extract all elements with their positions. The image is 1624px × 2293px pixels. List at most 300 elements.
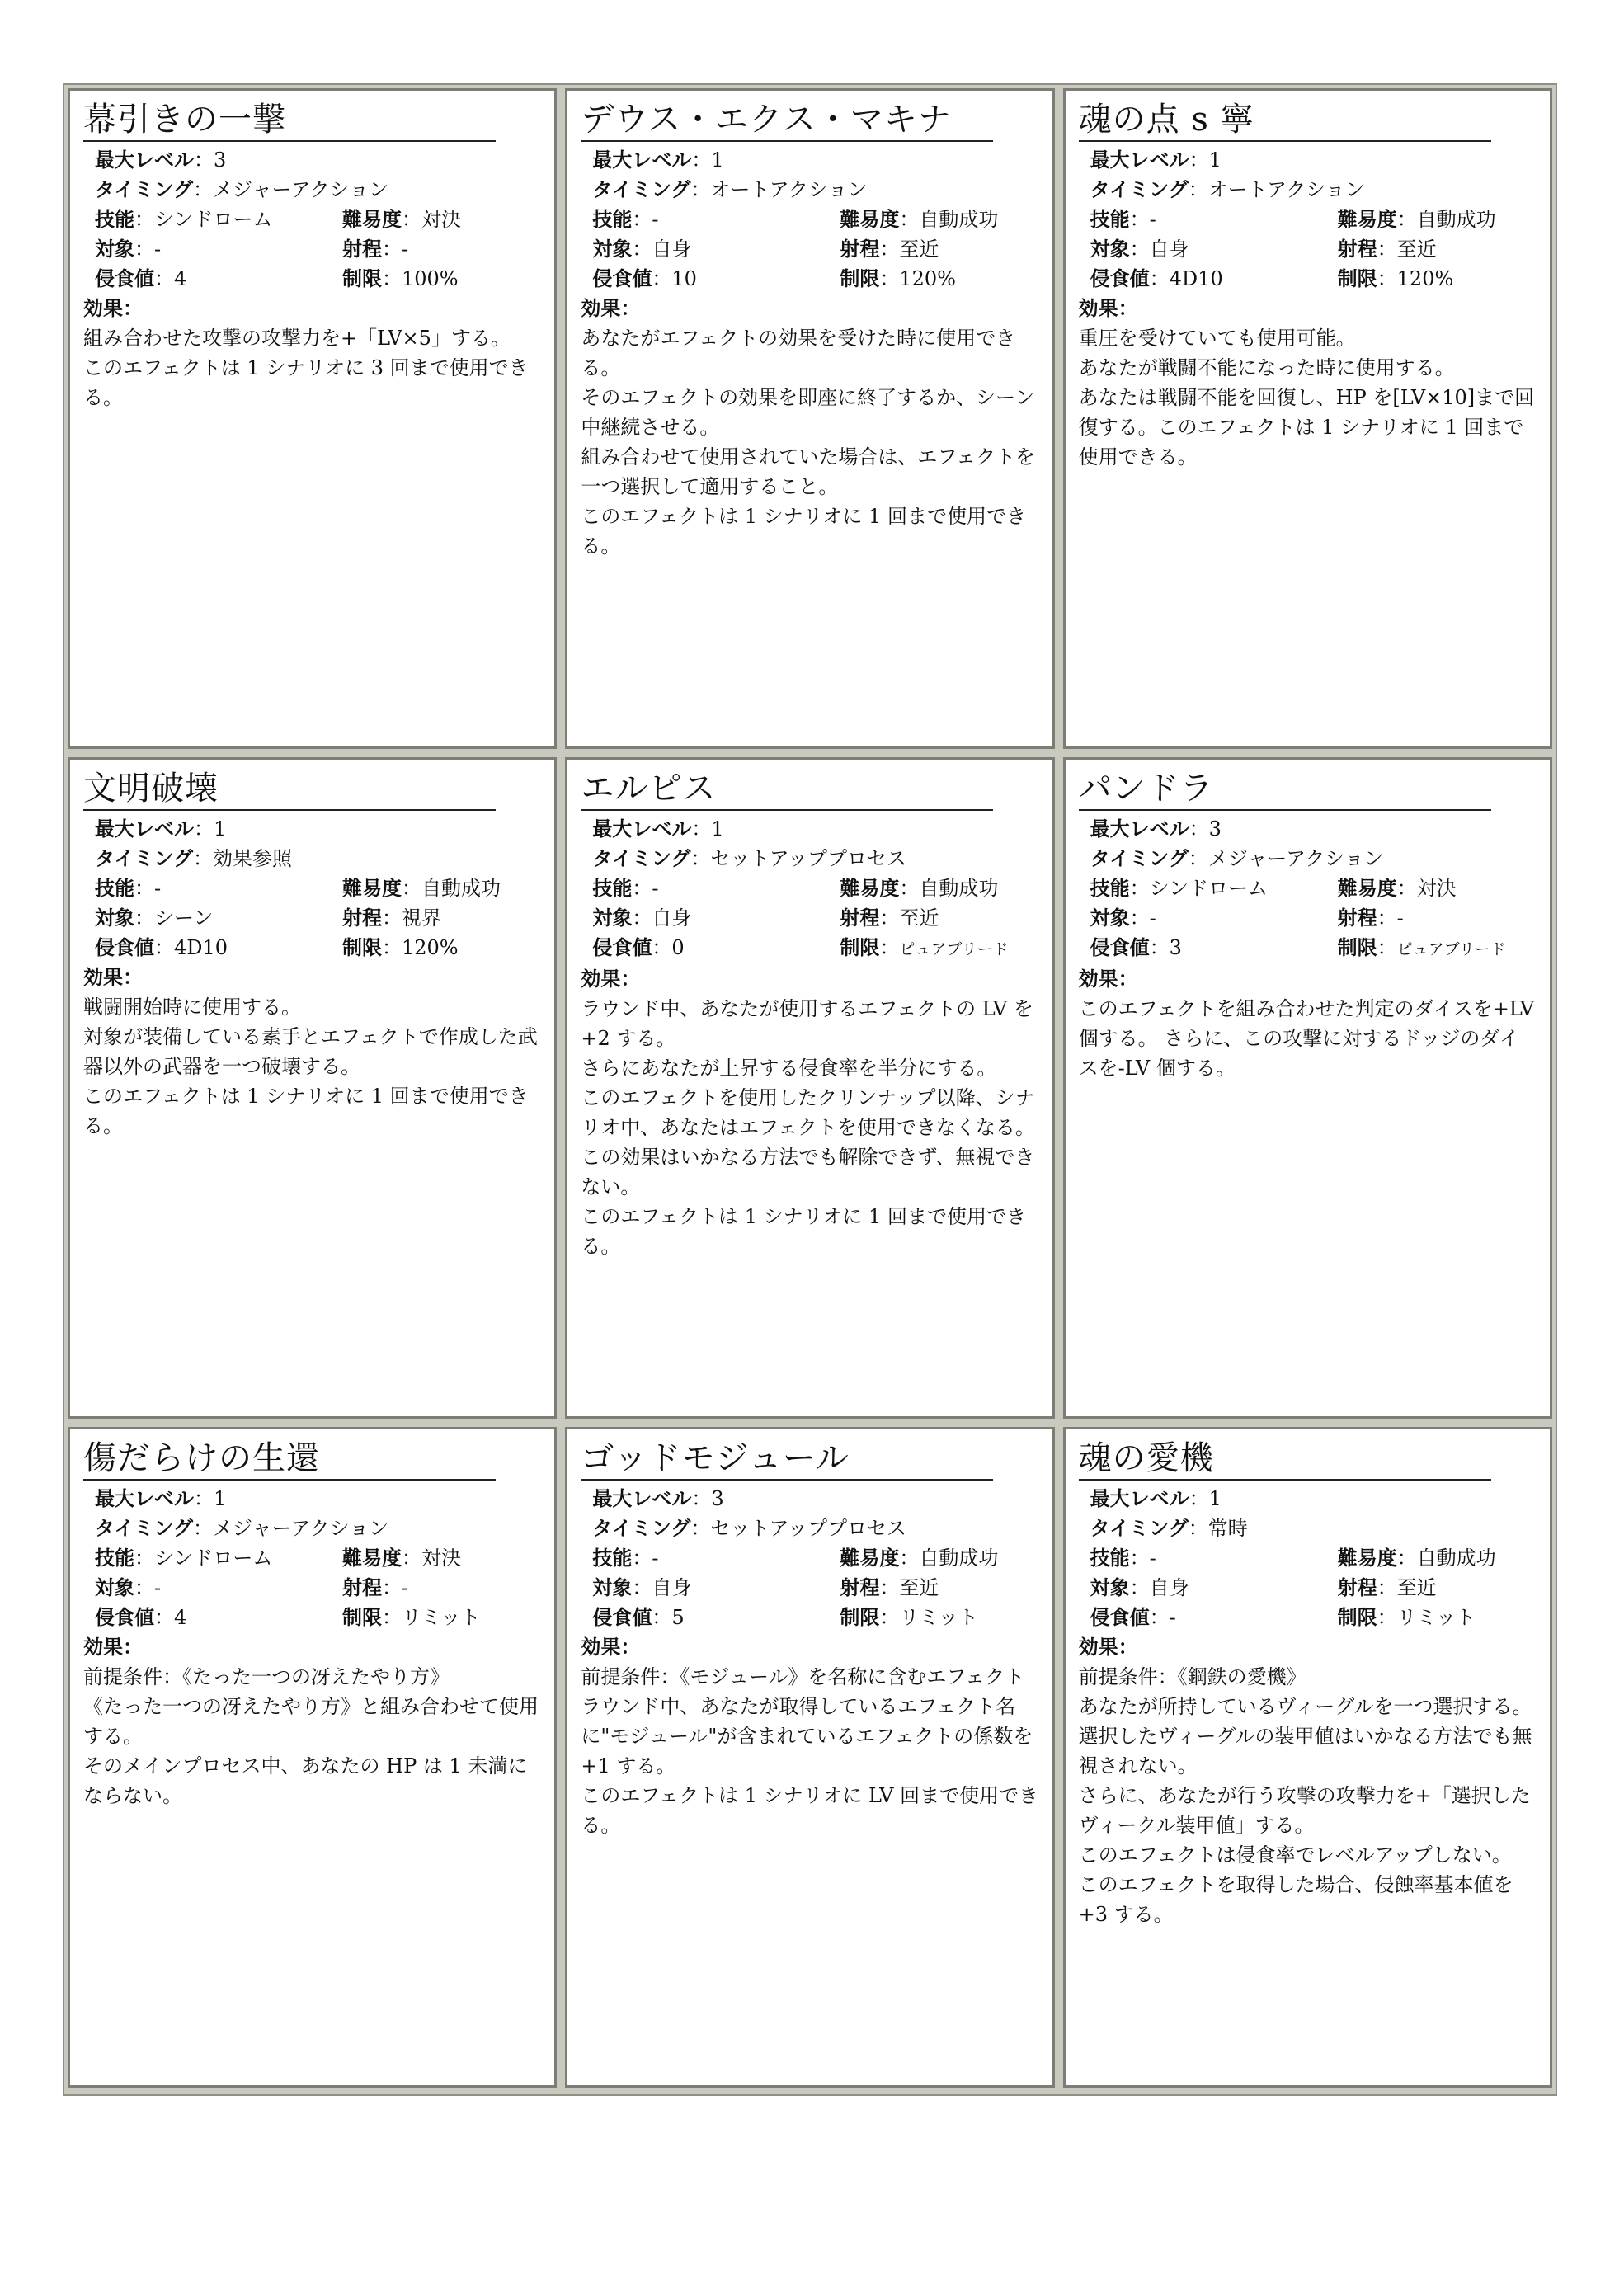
skill-row [1090,1543,1538,1573]
limit-label: 制限 [342,1605,382,1629]
max-level-value: 3 [1208,817,1222,841]
separator: ： [1149,267,1170,290]
card-title: 文明破壊 [83,770,219,808]
timing-value: メジャーアクション [213,178,389,201]
separator: ： [193,847,214,871]
target-row [95,903,543,933]
effect-card [1063,1427,1552,2088]
separator: ： [1377,238,1397,261]
separator: ： [652,936,672,960]
effect-line: あなたがエフェクトの効果を受けた時に使用できる。 [581,327,1016,379]
range-label: 射程 [1337,238,1377,261]
separator: ： [632,238,652,261]
effect-label-text: 効果 [83,297,123,320]
skill-label: 技能 [592,208,633,231]
skill-label: 技能 [592,877,633,901]
difficulty-label: 難易度 [1337,1546,1397,1570]
separator: ： [620,1635,641,1659]
erosion-value: 0 [671,936,685,960]
separator: ： [1377,906,1397,930]
target-row [1090,903,1538,933]
max-level-label: 最大レベル [1090,1486,1189,1510]
target-label: 対象 [592,238,633,261]
erosion-row [592,1603,1040,1632]
card-title-underline [83,1438,496,1481]
target-label: 対象 [1090,238,1130,261]
effect-label-text: 効果 [83,966,123,990]
separator: ： [402,877,421,901]
separator: ： [652,267,672,290]
target-value: シーン [154,906,214,930]
card-title: 傷だらけの生還 [83,1438,320,1477]
card-title-underline [581,1438,993,1481]
effect-line: ラウンド中、あなたが取得しているエフェクト名に"モジュール"が含まれているエフェクトの係数を+1 する。 [581,1694,1033,1777]
difficulty-label: 難易度 [840,1546,900,1570]
effect-card [1063,757,1552,1418]
separator: ： [1189,1486,1209,1510]
effect-label-text: 効果 [1078,1635,1118,1659]
skill-row [592,1543,1040,1573]
effect-card [565,1427,1054,2088]
effect-label [1079,964,1538,994]
timing-value: 効果参照 [213,847,293,871]
separator: ： [690,178,711,201]
separator: ： [1129,1575,1150,1599]
separator: ： [1188,178,1208,201]
erosion-row [592,933,1040,964]
erosion-value: 4D10 [174,936,228,960]
target-label: 対象 [95,906,134,930]
separator: ： [1129,238,1150,261]
separator: ： [194,1486,214,1510]
difficulty-value: 自動成功 [421,877,501,901]
separator: ： [193,1516,214,1540]
timing-value: メジャーアクション [213,1516,389,1540]
timing-label: タイミング [1090,1516,1189,1540]
difficulty-label: 難易度 [1337,877,1397,901]
limit-label: 制限 [1337,1605,1377,1629]
timing-value: セットアッププロセス [710,1516,906,1540]
target-value: 自身 [652,906,692,930]
range-label: 射程 [840,238,880,261]
effect-text [581,994,1040,1261]
target-row [95,1573,543,1603]
card-title-underline [581,768,993,811]
max-level-row [1090,145,1538,175]
effect-text [1079,1662,1538,1929]
limit-label: 制限 [1337,267,1377,290]
effect-text [581,323,1040,561]
difficulty-label: 難易度 [840,208,900,231]
separator: ： [1118,297,1138,320]
skill-row [1090,873,1538,903]
effect-card [68,757,557,1418]
separator: ： [1129,208,1150,231]
effect-label [581,294,1040,323]
target-label: 対象 [592,906,633,930]
card-stats [1079,1484,1538,1632]
effect-text [83,992,543,1141]
separator: ： [899,1546,920,1570]
separator: ： [652,1605,672,1629]
limit-value: 120% [899,267,956,290]
range-label: 射程 [840,1575,880,1599]
range-value: 至近 [899,238,939,261]
max-level-label: 最大レベル [95,148,194,172]
range-value: 至近 [899,1575,939,1599]
target-value: 自身 [1149,238,1189,261]
effect-card [68,1427,557,2088]
effect-line: 重圧を受けていても使用可能。 [1078,327,1356,350]
target-label: 対象 [95,1575,134,1599]
erosion-label: 侵食値 [1090,267,1150,290]
range-label: 射程 [342,1575,382,1599]
erosion-row [1090,933,1538,964]
skill-row [592,205,1040,234]
erosion-value: 10 [671,267,697,290]
limit-label: 制限 [840,936,880,960]
target-label: 対象 [1090,906,1130,930]
target-row [95,234,543,264]
skill-label: 技能 [592,1546,633,1570]
separator: ： [402,208,421,231]
erosion-row [95,264,543,294]
effect-label [581,964,1040,994]
erosion-label: 侵食値 [592,267,652,290]
separator: ： [632,208,652,231]
timing-row [1090,1514,1538,1543]
max-level-row [592,145,1040,175]
effect-text [1079,994,1538,1083]
difficulty-value: 対決 [421,208,461,231]
separator: ： [402,1546,421,1570]
range-label: 射程 [1337,1575,1377,1599]
erosion-label: 侵食値 [592,936,652,960]
skill-value: - [652,208,659,231]
timing-row [592,175,1040,205]
effect-line: 前提条件：《モジュール》を名称に含むエフェクト [581,1664,1025,1688]
separator: ： [690,1516,711,1540]
separator: ： [1129,1546,1150,1570]
effect-line: 前提条件：《鋼鉄の愛機》 [1078,1664,1306,1688]
skill-row [592,873,1040,903]
effect-line: このエフェクトは 1 シナリオに 1 回まで使用できる。 [581,1205,1026,1259]
erosion-label: 侵食値 [1090,1605,1150,1629]
card-stats [83,145,543,294]
separator: ： [879,1575,900,1599]
erosion-row [1090,264,1538,294]
target-value: 自身 [652,1575,692,1599]
effect-label-text: 効果 [581,1635,621,1659]
effect-line: あなたが戦闘不能になった時に使用する。 [1078,356,1455,379]
max-level-row [1090,814,1538,844]
card-grid [68,88,1552,2088]
separator: ： [620,297,641,320]
separator: ： [134,208,154,231]
timing-row [1090,844,1538,873]
effect-line: あなたが所持しているヴィーグルを一つ選択する。 [1078,1694,1532,1718]
max-level-value: 1 [214,1486,227,1510]
target-value: 自身 [652,238,692,261]
skill-value: シンドローム [154,1546,273,1570]
separator: ： [193,178,214,201]
separator: ： [632,877,652,901]
separator: ： [632,1546,652,1570]
separator: ： [1396,1546,1417,1570]
erosion-label: 侵食値 [95,1605,154,1629]
separator: ： [1149,936,1170,960]
erosion-value: 4 [174,267,187,290]
timing-value: オートアクション [710,178,868,201]
timing-row [95,175,543,205]
separator: ： [194,817,214,841]
timing-label: タイミング [95,178,194,201]
erosion-value: 5 [671,1605,685,1629]
effect-line: 《たった一つの冴えたやり方》と組み合わせて使用する。 [83,1694,539,1748]
max-level-row [95,1484,543,1514]
card-title: デウス・エクス・マキナ [581,101,952,139]
difficulty-label: 難易度 [1337,208,1397,231]
erosion-label: 侵食値 [1090,936,1150,960]
separator: ： [123,1635,143,1659]
card-title-underline [581,99,993,142]
card-stats [581,814,1040,964]
target-label: 対象 [592,1575,633,1599]
effect-line: あなたは戦闘不能を回復し、HP を[LV×10]まで回復する。このエフェクトは 1 シナリオに 1 回まで使用できる。 [1078,386,1535,468]
timing-value: 常時 [1207,1516,1248,1540]
separator: ： [632,906,652,930]
erosion-value: 4 [174,1605,187,1629]
effect-line: このエフェクトは 1 シナリオに LV 回まで使用できる。 [581,1783,1039,1837]
target-row [592,1573,1040,1603]
limit-label: 制限 [1337,936,1377,960]
limit-label: 制限 [840,267,880,290]
target-row [1090,234,1538,264]
max-level-value: 1 [214,817,227,841]
range-label: 射程 [342,238,382,261]
timing-value: メジャーアクション [1207,847,1384,871]
skill-label: 技能 [95,877,134,901]
separator: ： [154,1605,174,1629]
skill-value: - [154,877,162,901]
limit-value: ピュアブリード [1396,940,1506,959]
difficulty-value: 対決 [1416,877,1457,901]
effect-card [68,88,557,749]
max-level-label: 最大レベル [95,1486,194,1510]
timing-label: タイミング [95,1516,194,1540]
effect-card-sheet [63,83,1557,2096]
skill-label: 技能 [1090,1546,1130,1570]
separator: ： [123,297,143,320]
effect-line: このエフェクトを組み合わせた判定のダイスを+LV 個する。 さらに、この攻撃に対するドッジのダイスを-LV 個する。 [1078,997,1535,1081]
timing-label: タイミング [592,178,691,201]
card-title: 幕引きの一撃 [83,101,286,139]
separator: ： [899,877,920,901]
erosion-value: - [1169,1605,1176,1629]
separator: ： [134,877,154,901]
limit-label: 制限 [342,267,382,290]
card-title-underline [1079,99,1491,142]
separator: ： [691,148,712,172]
target-label: 対象 [1090,1575,1130,1599]
skill-row [95,873,543,903]
erosion-value: 3 [1169,936,1182,960]
difficulty-value: 自動成功 [919,208,999,231]
separator: ： [134,1546,154,1570]
difficulty-label: 難易度 [342,208,402,231]
effect-label-text: 効果 [581,297,621,320]
separator: ： [382,1575,402,1599]
separator: ： [879,238,900,261]
difficulty-value: 対決 [421,1546,461,1570]
range-value: - [1396,906,1404,930]
timing-row [1090,175,1538,205]
effect-text [83,323,543,412]
timing-label: タイミング [592,1516,691,1540]
timing-row [592,844,1040,873]
erosion-label: 侵食値 [592,1605,652,1629]
erosion-row [592,264,1040,294]
effect-line: このエフェクトは侵食率でレベルアップしない。 [1078,1843,1512,1867]
separator: ： [879,1605,900,1629]
effect-line: そのメインプロセス中、あなたの HP は 1 未満にならない。 [83,1754,528,1807]
effect-label [83,1632,543,1662]
card-stats [83,1484,543,1632]
max-level-row [592,814,1040,844]
erosion-value: 4D10 [1169,267,1223,290]
separator: ： [382,267,402,290]
skill-label: 技能 [95,208,134,231]
range-value: - [402,1575,409,1599]
max-level-value: 1 [1208,148,1222,172]
effect-card [1063,88,1552,749]
difficulty-value: 自動成功 [919,1546,999,1570]
limit-value: 120% [402,936,459,960]
effect-line: 組み合わせた攻撃の攻撃力を+「LV×5」する。 [83,327,511,350]
effect-line: この効果はいかなる方法でも解除できず、無視できない。 [581,1146,1035,1199]
max-level-row [592,1484,1040,1514]
effect-line: 前提条件：《たった一つの冴えたやり方》 [83,1664,450,1688]
separator: ： [899,208,920,231]
effect-line: さらに、あなたが行う攻撃の攻撃力を+「選択したヴィークル装甲値」する。 [1078,1783,1531,1837]
effect-line: このエフェクトは 1 シナリオに 1 回まで使用できる。 [83,1085,529,1138]
limit-value: 120% [1396,267,1454,290]
effect-card [565,757,1054,1418]
max-level-value: 3 [214,148,227,172]
timing-label: タイミング [95,847,194,871]
separator: ： [1396,877,1417,901]
difficulty-label: 難易度 [342,877,402,901]
separator: ： [1396,208,1417,231]
separator: ： [1377,1575,1397,1599]
range-value: - [402,238,409,261]
card-stats [1079,145,1538,294]
range-value: 至近 [1396,1575,1437,1599]
erosion-row [95,1603,543,1632]
timing-value: オートアクション [1207,178,1365,201]
card-title: パンドラ [1078,770,1214,808]
separator: ： [1188,847,1208,871]
skill-value: - [652,1546,659,1570]
max-level-label: 最大レベル [592,148,692,172]
skill-value: - [1149,208,1156,231]
max-level-row [1090,1484,1538,1514]
effect-label [83,963,543,992]
separator: ： [879,906,900,930]
separator: ： [1129,877,1150,901]
erosion-row [1090,1603,1538,1632]
skill-row [1090,205,1538,234]
effect-text [83,1662,543,1810]
skill-value: - [652,877,659,901]
effect-label-text: 効果 [581,968,621,991]
effect-line: このエフェクトを取得した場合、侵蝕率基本値を+3 する。 [1078,1872,1513,1926]
separator: ： [1377,267,1397,290]
effect-label [1079,1632,1538,1662]
range-value: 至近 [1396,238,1437,261]
effect-label-text: 効果 [1078,297,1118,320]
separator: ： [1118,1635,1138,1659]
difficulty-value: 自動成功 [1416,208,1496,231]
separator: ： [382,238,402,261]
range-label: 射程 [840,906,880,930]
range-label: 射程 [1337,906,1377,930]
card-title: 魂の愛機 [1078,1438,1214,1477]
limit-value: リミット [402,1605,481,1629]
separator: ： [1129,906,1150,930]
timing-row [95,1514,543,1543]
separator: ： [620,968,641,991]
skill-label: 技能 [1090,877,1130,901]
card-title: 魂の点 s 寧 [1078,101,1254,139]
card-title-underline [83,99,496,142]
max-level-label: 最大レベル [592,1486,692,1510]
range-label: 射程 [342,906,382,930]
effect-line: 対象が装備している素手とエフェクトで作成した武器以外の武器を一つ破壊する。 [83,1025,538,1079]
max-level-label: 最大レベル [95,817,194,841]
separator: ： [1189,148,1209,172]
separator: ： [879,936,900,960]
effect-label-text: 効果 [83,1635,123,1659]
separator: ： [134,1575,154,1599]
timing-label: タイミング [592,847,691,871]
effect-line: ラウンド中、あなたが使用するエフェクトの LV を+2 する。 [581,997,1033,1051]
effect-label [1079,294,1538,323]
target-row [592,903,1040,933]
target-value: - [154,238,162,261]
separator: ： [382,906,402,930]
difficulty-value: 自動成功 [1416,1546,1496,1570]
separator: ： [154,267,174,290]
target-row [592,234,1040,264]
erosion-row [95,933,543,963]
target-value: - [154,1575,162,1599]
difficulty-label: 難易度 [342,1546,402,1570]
erosion-label: 侵食値 [95,936,154,960]
target-value: - [1149,906,1156,930]
card-stats [1079,814,1538,964]
separator: ： [1189,817,1209,841]
limit-value: ピュアブリード [899,940,1009,959]
effect-line: さらにあなたが上昇する侵食率を半分にする。 [581,1057,997,1081]
separator: ： [632,1575,652,1599]
separator: ： [194,148,214,172]
skill-row [95,1543,543,1573]
effect-label [581,1632,1040,1662]
card-title-underline [83,768,496,811]
max-level-label: 最大レベル [1090,817,1189,841]
timing-row [592,1514,1040,1543]
